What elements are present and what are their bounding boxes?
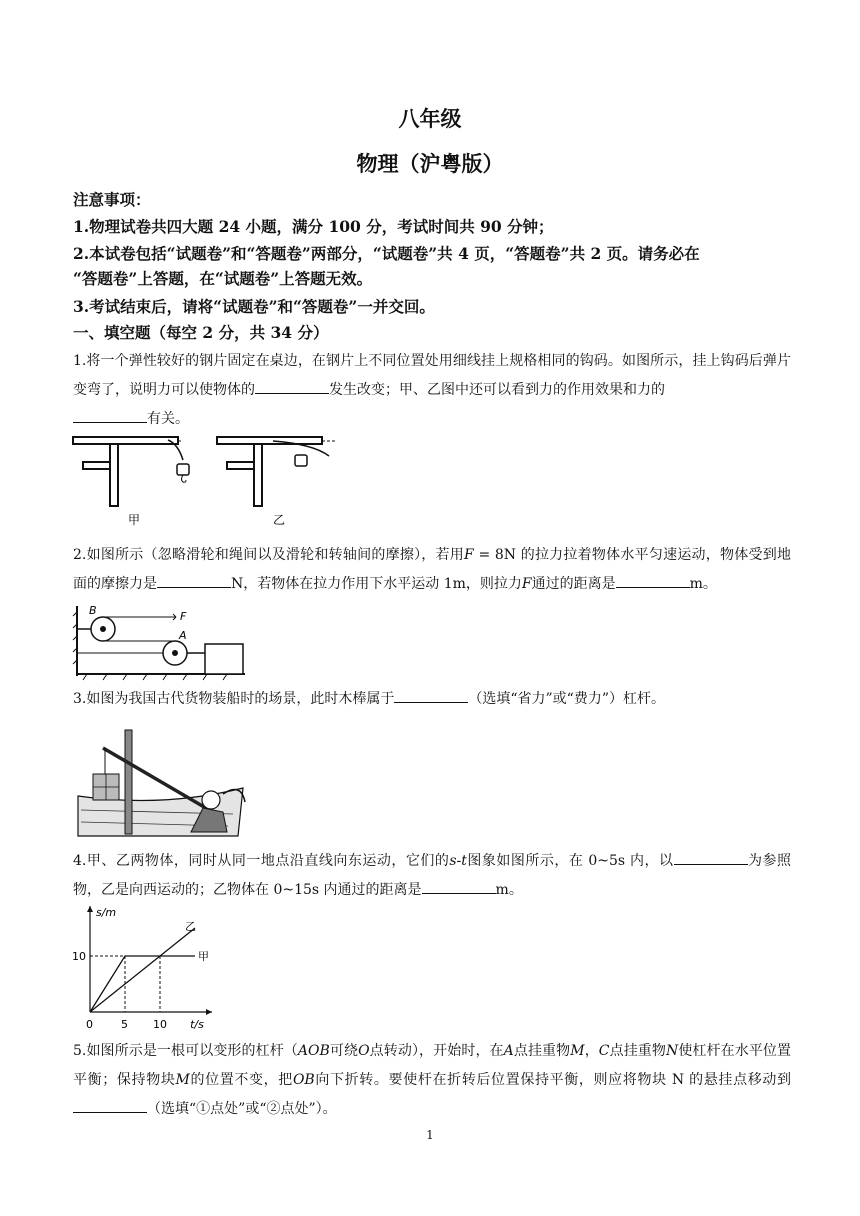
y-axis-arrow [87,906,93,912]
ancient-ship-loading-illustration [73,728,248,838]
q5-text-10: （选填“①点处”或“②点处”）。 [147,1101,337,1117]
q4-blank-2[interactable] [422,879,496,894]
q5-aob: AOB [297,1043,330,1059]
q5-m: M [570,1043,585,1059]
pulley-b-label: B [89,604,97,617]
q5-text-7: 使杠杆在水平位置平衡；保持物块 [73,1043,792,1088]
section-1-title: 一、填空题（每空 2 分，共 34 分） [73,323,329,342]
notice-item-1: 1.物理试卷共四大题 24 小题，满分 100 分，考试时间共 90 分钟； [73,217,554,236]
q2-formula-eq: = 8N [473,547,521,563]
q5-text-5: ， [584,1043,599,1059]
q2-blank-2[interactable] [616,573,690,588]
question-5-text [73,1037,791,1124]
q5-m2: M [175,1072,190,1088]
q4-text-3: 图象如图所示，在 0~5s 内，以 [466,853,674,869]
q1-text-3: 有关。 [147,411,189,427]
x-axis-arrow [206,1009,212,1015]
x-tick-5: 5 [121,1018,128,1031]
q2-text-5: 通过的距离是 [531,576,616,592]
q3-text-1: 3.如图为我国古代货物装船时的场景，此时木棒属于 [73,691,395,707]
q2-text-1: 2.如图所示（忽略滑轮和绳间以及滑轮和转轴间的摩擦），若用 [73,547,465,563]
q5-ob: OB [292,1072,315,1088]
q4-text-4: 为参照物，乙是向西运动的；乙物体在 0~15s 内通过的距离是 [73,853,791,898]
x-tick-0: 0 [86,1018,93,1031]
s-t-chart [72,900,222,1030]
q1-figure [73,432,343,532]
q5-text-9: 向下折转。要使杆在折转后位置保持平衡，则应将物块 N 的悬挂点移动到 [314,1072,791,1088]
q2-var-f: F [521,576,532,592]
q5-text-6: 点挂重物 [609,1043,666,1059]
x-tick-10: 10 [153,1018,167,1031]
figure-label-jia: 甲 [128,513,141,527]
y-tick-10: 10 [72,950,86,963]
series-line-0 [90,956,195,1012]
q5-n: N [666,1043,679,1059]
q5-a: A [503,1043,514,1059]
q4-text-1: 4.甲、乙两物体，同时从同一地点沿直线向东运动，它们的 [73,853,450,869]
q4-st: s-t [449,853,467,869]
q1-blank-2[interactable] [73,408,147,423]
q2-blank-1[interactable] [157,573,231,588]
q5-c: C [598,1043,610,1059]
q2-formula-f: F [464,547,474,563]
notice-item-2b: “答题卷”上答题，在“试题卷”上答题无效。 [73,269,373,288]
page-number: 1 [426,1128,434,1142]
q5-blank[interactable] [73,1098,147,1113]
q5-o: O [358,1043,370,1059]
q3-text-2: （选填“省力”或“费力”）杠杆。 [468,691,665,707]
q3-blank[interactable] [394,688,468,703]
q1-blank-1[interactable] [255,379,329,394]
x-axis-label: t/s [190,1018,204,1031]
notice-title: 注意事项： [73,190,151,209]
force-f-label: F [180,610,187,623]
question-3-text [73,685,791,714]
q4-text-5: m。 [495,882,523,898]
q5-text-1: 5.如图所示是一根可以变形的杠杆（ [73,1043,298,1059]
exam-grade-title: 八年级 [398,106,462,131]
question-1-text [73,347,791,434]
notice-item-3: 3.考试结束后，请将“试题卷”和“答题卷”一并交回。 [73,297,435,316]
pulley-a-label: A [179,629,187,642]
notice-item-2a: 2.本试卷包括“试题卷”和“答题卷”两部分，“试题卷”共 4 页，“答题卷”共 2 页。请务必在 [73,244,700,263]
series-label-0: 甲 [198,950,209,963]
y-axis-label: s/m [96,906,117,919]
q1-text-1: 1.将一个弹性较好的钢片固定在桌边，在钢片上不同位置处用细线挂上规格相同的钩码。如图所示，挂上钩码后弹片变弯了，说明力可以使物体的 [73,353,791,398]
question-2-text [73,541,791,599]
q5-text-2: 可绕 [329,1043,359,1059]
q1-text-2: 发生改变；甲、乙图中还可以看到力的作用效果和力的 [329,382,665,398]
q2-text-2: 的拉力拉着物体水平匀速运动，物体受到地面的摩擦力是 [73,547,791,592]
q2-text-3: N，若物体在拉力作用下水平运动 1m，则拉力 [231,576,522,592]
question-4-text [73,847,791,905]
q2-pulley-figure [73,606,248,682]
q5-text-3: 点转动），开始时，在 [369,1043,504,1059]
q2-text-6: m。 [689,576,717,592]
figure-label-yi: 乙 [273,513,286,527]
q5-text-8: 的位置不变，把 [189,1072,293,1088]
exam-subject-title: 物理（沪粤版） [356,151,504,176]
series-line-1 [90,928,195,1012]
q5-text-4: 点挂重物 [513,1043,571,1059]
q4-blank-1[interactable] [674,850,748,865]
series-label-1: 乙 [185,920,196,933]
